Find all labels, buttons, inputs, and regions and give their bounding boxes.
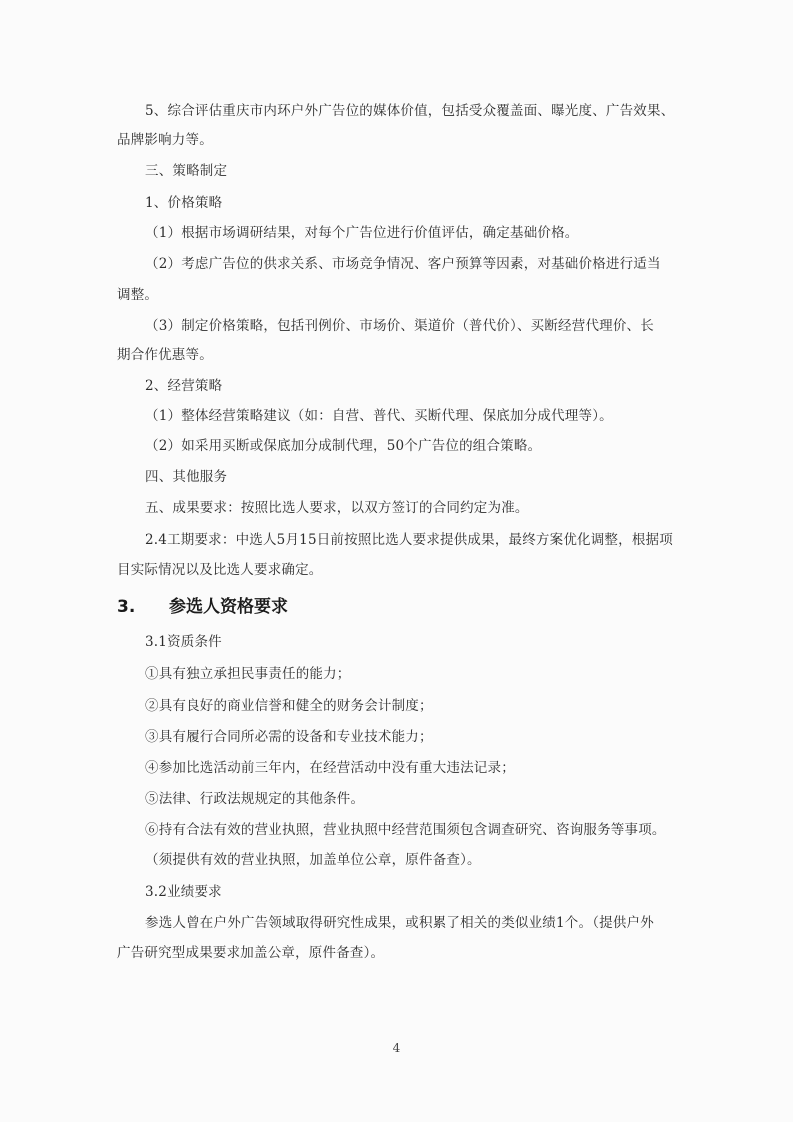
paragraph-line: 品牌影响力等。	[117, 132, 213, 148]
paragraph-line: 目实际情况以及比选人要求确定。	[117, 562, 323, 578]
list-item: ②具有良好的商业信誉和健全的财务会计制度；	[145, 698, 433, 714]
section-3-number: 3.	[117, 597, 136, 617]
paragraph-line: 参选人曾在户外广告领域取得研究性成果，或积累了相关的类似业绩1个。（提供户外	[145, 915, 654, 931]
section-3-title: 参选人资格要求	[169, 597, 288, 617]
page-number: 4	[392, 1041, 401, 1055]
list-item: ①具有独立承担民事责任的能力；	[145, 666, 351, 682]
subsection-heading-qualification: 3.1资质条件	[145, 634, 222, 650]
section-3-heading	[117, 596, 288, 618]
section-heading-other-services: 四、其他服务	[145, 469, 228, 485]
paragraph-line: （3）制定价格策略，包括刊例价、市场价、渠道价（普代价）、买断经营代理价、长	[145, 318, 654, 334]
list-item: ③具有履行合同所必需的设备和专业技术能力；	[145, 729, 433, 745]
paragraph-line: 调整。	[117, 287, 159, 303]
paragraph-line: 五、成果要求：按照比选人要求，以双方签订的合同约定为准。	[145, 500, 529, 516]
paragraph-line: 2.4工期要求：中选人5月15日前按照比选人要求提供成果，最终方案优化调整，根据项	[145, 532, 673, 548]
paragraph-line: 广告研究型成果要求加盖公章，原件备查）。	[117, 945, 385, 961]
list-item: ④参加比选活动前三年内，在经营活动中没有重大违法记录；	[145, 760, 515, 776]
list-item: ⑥持有合法有效的营业执照，营业执照中经营范围须包含调查研究、咨询服务等事项。	[145, 822, 666, 838]
subsection-heading-operation: 2、经营策略	[145, 378, 223, 394]
paragraph-line: （须提供有效的营业执照，加盖单位公章，原件备查）。	[145, 852, 481, 868]
paragraph-line: （1）根据市场调研结果，对每个广告位进行价值评估，确定基础价格。	[145, 225, 579, 241]
paragraph-line: 期合作优惠等。	[117, 347, 213, 363]
list-item: ⑤法律、行政法规规定的其他条件。	[145, 791, 365, 807]
paragraph-line: （2）考虑广告位的供求关系、市场竞争情况、客户预算等因素，对基础价格进行适当	[145, 256, 661, 272]
subsection-heading-price: 1、价格策略	[145, 195, 223, 211]
subsection-heading-performance: 3.2业绩要求	[145, 884, 222, 900]
paragraph-line: （1）整体经营策略建议（如：自营、普代、买断代理、保底加分成代理等）。	[145, 408, 613, 424]
paragraph-line: 5、综合评估重庆市内环户外广告位的媒体价值，包括受众覆盖面、曝光度、广告效果、	[145, 103, 675, 119]
section-heading-strategy: 三、策略制定	[145, 163, 228, 179]
paragraph-line: （2）如采用买断或保底加分成制代理，50个广告位的组合策略。	[145, 438, 542, 454]
